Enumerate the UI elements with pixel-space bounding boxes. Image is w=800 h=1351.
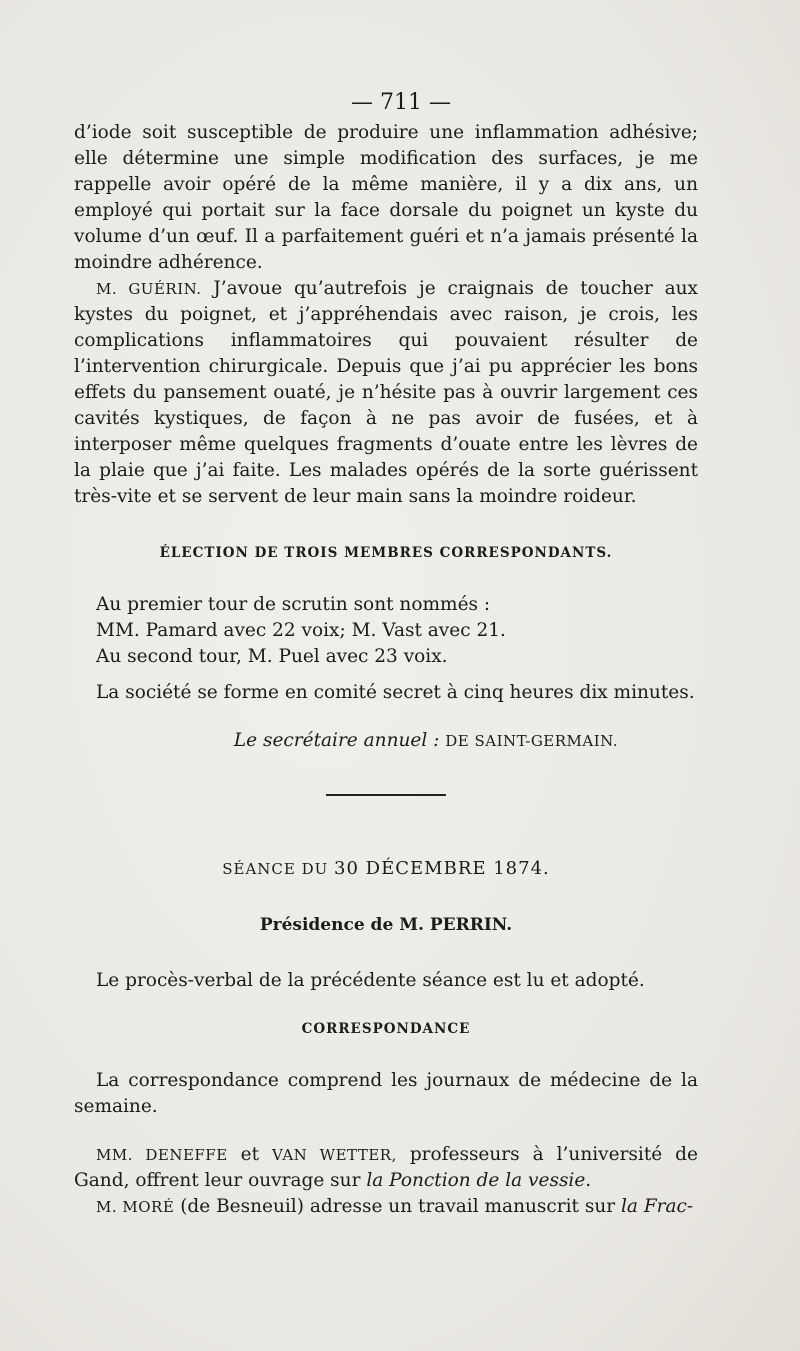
correspondence-text: La correspondance comprend les journaux de médecine de la semaine. [74, 1070, 698, 1117]
item-deneffe-conj: et [240, 1144, 260, 1165]
item-more [74, 1194, 698, 1220]
session-label: SÉANCE DU [222, 860, 329, 878]
election-line-3: Au second tour, M. Puel avec 23 voix. [96, 646, 448, 667]
signature-name: DE SAINT-GERMAIN. [445, 732, 619, 750]
secret-committee: La société se forme en comité secret à cinq heures dix minutes. [96, 682, 695, 703]
presidency [74, 912, 698, 938]
item-deneffe-title: la Ponction de la vessie. [366, 1170, 592, 1191]
signature [154, 728, 698, 754]
session-title [74, 856, 698, 882]
paragraph-guerin [74, 276, 698, 510]
item-deneffe-names-b: VAN WETTER, [272, 1146, 397, 1164]
session-date: 30 DÉCEMBRE 1874. [334, 858, 550, 879]
item-deneffe-text: professeurs à l’université de Gand, offrent leur ouvrage sur [74, 1144, 698, 1191]
item-more-text: (de Besneuil) adresse un travail manuscrit sur [180, 1196, 616, 1217]
item-more-name: M. MORÉ [96, 1198, 175, 1216]
presidency-name: M. PERRIN. [399, 915, 513, 935]
paragraph-iodine: d’iode soit susceptible de produire une inflammation adhésive; elle détermine une simple modification des surfaces, je me rappelle avoir opéré de la même manière, il y a dix ans, un employé qui portait sur la face dorsale du poignet un kyste du volume d’un œuf. Il a parfaitement guéri et n’a jamais présenté la moindre adhérence. [74, 122, 698, 273]
signature-role: Le secrétaire annuel : [233, 730, 440, 751]
presidency-label: Présidence de [259, 915, 394, 935]
page-content [74, 86, 698, 1220]
paragraph-guerin-text: J’avoue qu’autrefois je craignais de toucher aux kystes du poignet, et j’appréhendais avec raison, je crois, les complications inflammatoires qui pouvaient résulter de l’intervention chirurgicale. Depuis que j’ai pu apprécier les bons effets du pansement ouaté, je n’hésite pas à ouvrir largement ces cavités kystiques, de façon à ne pas avoir de fusées, et à interposer même quelques fragments d’ouate entre les lèvres de la plaie que j’ai faite. Les malades opérés de la sorte guérissent très-vite et se servent de leur main sans la moindre roideur. [74, 278, 698, 507]
speaker-guerin: M. GUÉRIN. [96, 280, 202, 298]
item-deneffe [74, 1142, 698, 1194]
election-heading: ÉLECTION DE TROIS MEMBRES CORRESPONDANTS. [159, 545, 613, 561]
election-line-1: Au premier tour de scrutin sont nommés : [96, 594, 491, 615]
correspondence-heading: CORRESPONDANCE [301, 1021, 471, 1037]
minutes: Le procès-verbal de la précédente séance est lu et adopté. [96, 970, 645, 991]
section-divider [326, 794, 446, 796]
election-line-2: MM. Pamard avec 22 voix; M. Vast avec 21. [96, 620, 506, 641]
item-more-title: la Frac- [621, 1196, 694, 1217]
page-number: — 711 — [351, 90, 451, 115]
election-results [74, 592, 698, 670]
item-deneffe-names-a: MM. DENEFFE [96, 1146, 228, 1164]
